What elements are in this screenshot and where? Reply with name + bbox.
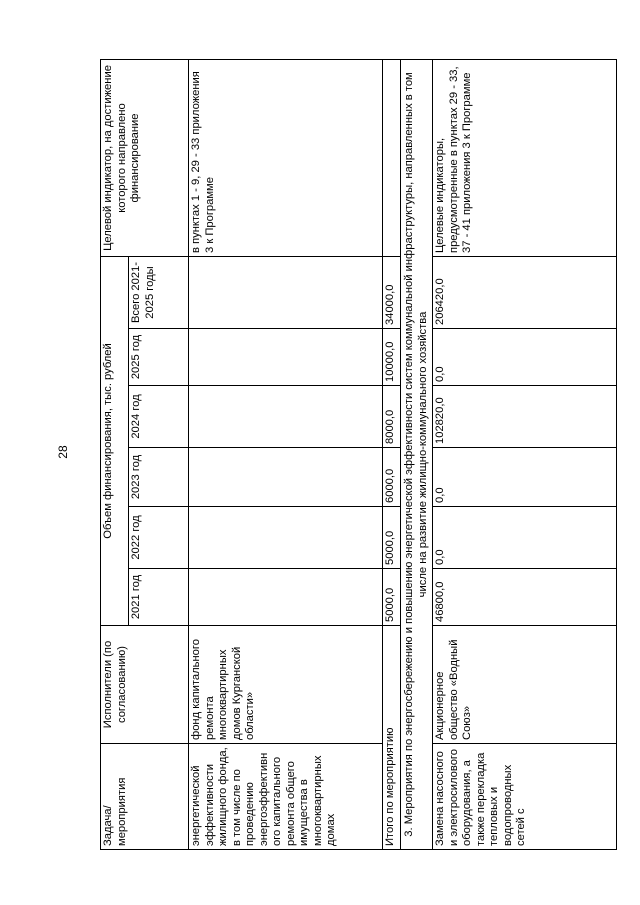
row-value: 206420,0 [433,256,617,328]
header-row-1 [101,59,129,849]
header-year: 2021 год [129,569,189,626]
table-row [189,59,383,849]
total-value: 8000,0 [383,386,401,448]
total-indicator [383,59,401,256]
row-task: Замена насосного и электросилового оборудования, а также перекладка тепловых и водопроводных сетей с [433,744,617,850]
row-value: 0,0 [433,507,617,569]
page-number: 28 [56,445,70,459]
header-year-total: Всего 2021-2025 годы [129,256,189,328]
row-value [189,256,383,328]
row-value [189,569,383,626]
row-indicator: в пунктах 1 - 9, 29 - 33 приложения 3 к Программе [189,59,383,256]
total-row [383,59,401,849]
row-value [189,386,383,448]
header-funding-volume: Объем финансирования, тыс. рублей [101,256,129,625]
header-target-indicator: Целевой индикатор, на достижение которого направлено финансирование [101,59,189,256]
row-executor: фонд капитального ремонта многоквартирных домов Курганской области» [189,626,383,744]
total-value: 5000,0 [383,507,401,569]
header-year: 2024 год [129,386,189,448]
section-row [401,59,433,849]
total-value: 34000,0 [383,256,401,328]
total-value: 10000,0 [383,329,401,386]
row-value [189,507,383,569]
header-year: 2023 год [129,448,189,507]
total-value: 5000,0 [383,569,401,626]
header-task: Задача/мероприятия [101,744,189,850]
row-value: 46800,0 [433,569,617,626]
rotated-page-content [100,60,618,850]
row-value: 102820,0 [433,386,617,448]
funding-table [100,59,617,850]
row-executor: Акционерное общество «Водный Союз» [433,626,617,744]
total-label: Итого по мероприятию [383,626,401,850]
total-value: 6000,0 [383,448,401,507]
row-value [189,448,383,507]
section-title: 3. Мероприятия по энергосбережению и повышению энергетической эффективности систем коммунальной инфраструктуры, направленных в том числе на развитие жилищно-коммунального хозяйства [401,59,433,849]
row-value [189,329,383,386]
row-indicator: Целевые индикаторы, предусмотренные в пунктах 29 - 33, 37 - 41 приложения 3 к Программе [433,59,617,256]
header-year: 2025 год [129,329,189,386]
header-year: 2022 год [129,507,189,569]
row-value: 0,0 [433,448,617,507]
table-row [433,59,617,849]
header-executors: Исполнители (по согласованию) [101,626,189,744]
row-task: энергетической эффективности жилищного фонда, в том числе по проведению энергоэффективного капитального ремонта общего имущества в многоквартирных домах [189,744,383,850]
row-value: 0,0 [433,329,617,386]
